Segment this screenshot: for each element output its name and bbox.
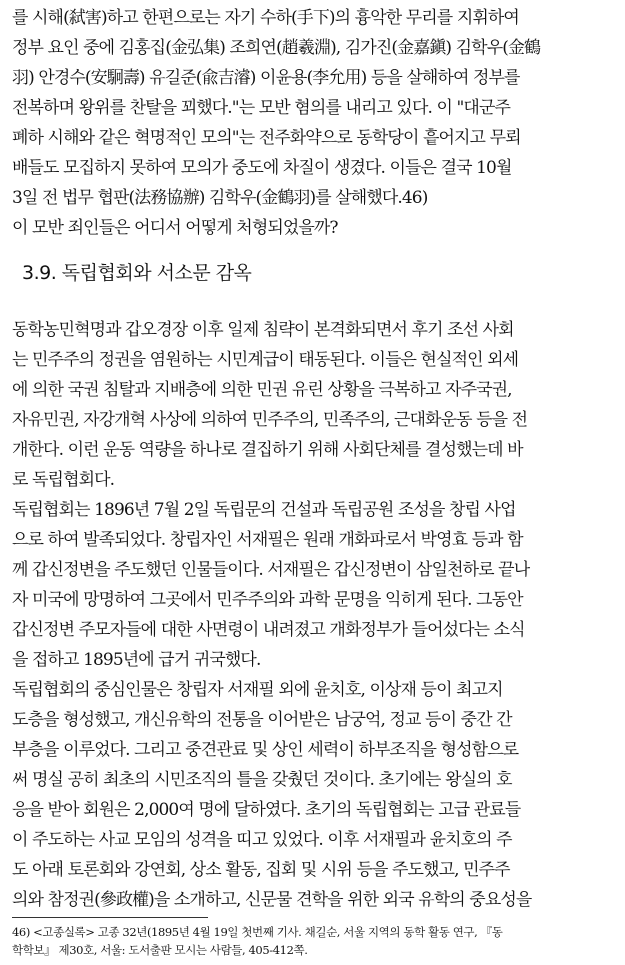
text-line: 도 아래 토론회와 강연회, 상소 활동, 집회 및 시위 등을 주도했고, 민주주 bbox=[12, 860, 510, 880]
text-line: 동학농민혁명과 갑오경장 이후 일제 침략이 본격화되면서 후기 조선 사회 bbox=[12, 320, 514, 340]
text-line: 를 시해(弑害)하고 한편으로는 자기 수하(手下)의 흉악한 무리를 지휘하여 bbox=[12, 8, 519, 28]
text-line: 자유민권, 자강개혁 사상에 의하여 민주주의, 민족주의, 근대화운동 등을 전 bbox=[12, 410, 528, 430]
text-line: 배들도 모집하지 못하여 모의가 중도에 차질이 생겼다. 이들은 결국 10월 bbox=[12, 158, 512, 178]
text-line: 으로 하여 발족되었다. 창립자인 서재필은 원래 개화파로서 박영효 등과 함 bbox=[12, 530, 523, 550]
footnote-line: 학학보』 제30호, 서울: 도서출판 모시는 사람들, 405-412쪽. bbox=[12, 943, 308, 957]
text-line: 자 미국에 망명하여 그곳에서 민주주의와 과학 문명을 익히게 된다. 그동안 bbox=[12, 590, 523, 610]
text-line: 독립협회는 1896년 7월 2일 독립문의 건설과 독립공원 조성을 창립 사업 bbox=[12, 500, 516, 520]
text-line: 도층을 형성했고, 개신유학의 전통을 이어받은 남궁억, 정교 등이 중간 간 bbox=[12, 710, 512, 730]
text-line: 의와 참정권(參政權)을 소개하고, 신문물 견학을 위한 외국 유학의 중요성을 bbox=[12, 890, 532, 910]
text-line: 응을 받아 회원은 2,000여 명에 달하였다. 초기의 독립협회는 고급 관료들 bbox=[12, 800, 521, 820]
text-line: 전복하며 왕위를 찬탈을 꾀했다."는 모반 혐의를 내리고 있다. 이 "대군주 bbox=[12, 98, 510, 118]
text-line: 3일 전 법무 협판(法務協辦) 김학우(金鶴羽)를 살해했다.46) bbox=[12, 188, 428, 208]
text-line: 에 의한 국권 침탈과 지배층에 의한 민권 유린 상황을 극복하고 자주국권, bbox=[12, 380, 512, 400]
text-line: 독립협회의 중심인물은 창립자 서재필 외에 윤치호, 이상재 등이 최고지 bbox=[12, 680, 503, 700]
footnote-divider bbox=[12, 917, 208, 918]
text-line: 부층을 이루었다. 그리고 중견관료 및 상인 세력이 하부조직을 형성함으로 bbox=[12, 740, 519, 760]
section-heading: 3.9. 독립협회와 서소문 감옥 bbox=[22, 262, 252, 284]
text-line: 이 모반 죄인들은 어디서 어떻게 처형되었을까? bbox=[12, 218, 338, 238]
text-line: 폐하 시해와 같은 혁명적인 모의"는 전주화약으로 동학당이 흩어지고 무뢰 bbox=[12, 128, 521, 148]
text-line: 을 접하고 1895년에 급거 귀국했다. bbox=[12, 650, 261, 670]
text-line: 써 명실 공히 최초의 시민조직의 틀을 갖췄던 것이다. 초기에는 왕실의 호 bbox=[12, 770, 512, 790]
footnote-line: 46) <고종실록> 고종 32년(1895년 4월 19일 첫번째 기사. 채길순, 서울 지역의 동학 활동 연구, 『동 bbox=[12, 925, 503, 939]
text-line: 갑신정변 주모자들에 대한 사면령이 내려졌고 개화정부가 들어섰다는 소식 bbox=[12, 620, 525, 640]
text-line: 로 독립협회다. bbox=[12, 470, 115, 490]
text-line: 羽) 안경수(安駉壽) 유길준(兪吉濬) 이윤용(李允用) 등을 살해하여 정부를 bbox=[12, 68, 520, 88]
text-line: 정부 요인 중에 김홍집(金弘集) 조희연(趙羲淵), 김가진(金嘉鎭) 김학우(金鶴 bbox=[12, 38, 541, 58]
text-line: 개한다. 이런 운동 역량을 하나로 결집하기 위해 사회단체를 결성했는데 바 bbox=[12, 440, 523, 460]
text-line: 이 주도하는 사교 모임의 성격을 띠고 있었다. 이후 서재필과 윤치호의 주 bbox=[12, 830, 512, 850]
text-line: 께 갑신정변을 주도했던 인물들이다. 서재필은 갑신정변이 삼일천하로 끝나 bbox=[12, 560, 530, 580]
text-line: 는 민주주의 정권을 염원하는 시민계급이 태동된다. 이들은 현실적인 외세 bbox=[12, 350, 519, 370]
